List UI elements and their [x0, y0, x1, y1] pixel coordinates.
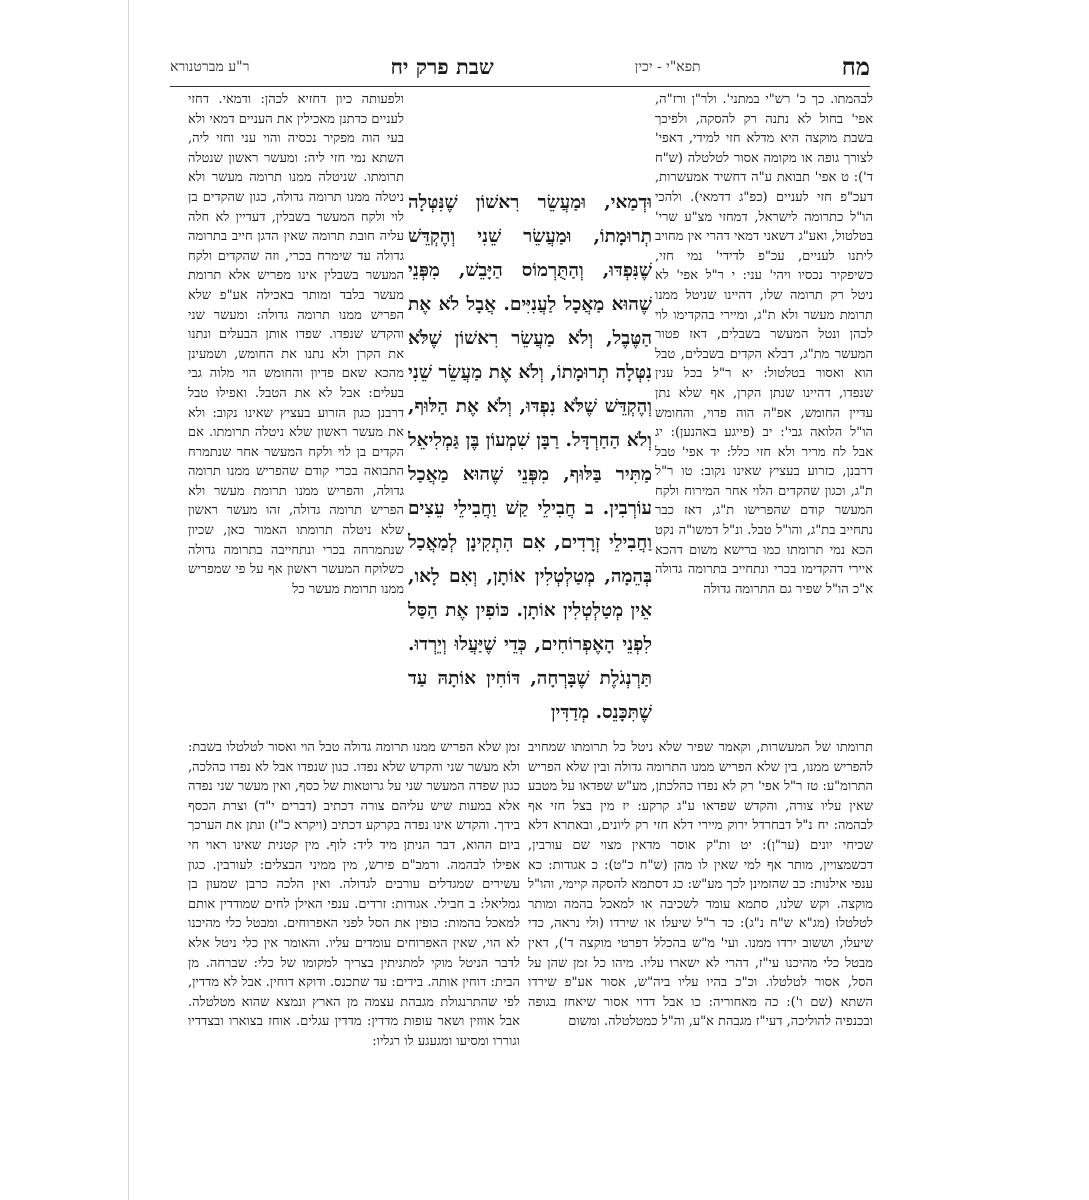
commentary-label-right: ר"ע מברטנורא — [170, 58, 250, 75]
page-header — [170, 50, 870, 84]
mishnah-text: וּדְמַאי, וּמַעֲשֵׂר רִאשׁוֹן שֶׁנִּטְּלָה תְרוּמָתוֹ, וּמַעֲשֵׂר שֵׁנִי וְהֶקְדֵּשׁ שֶׁנִּפְדּוּ, וְהַתֻּרְמוֹס הַיָּבֵשׁ, מִפְּנֵי שֶׁהוּא מַאֲכָל לַעֲנִיִּים. אֲבָל לֹא אֶת הַטֶּבֶל, וְלֹא מַעֲשֵׂר רִאשׁוֹן שֶׁלֹּא נִטְּלָה תְרוּמָתוֹ, וְלֹא אֶת מַעֲשֵׂר שֵׁנִי וְהֶקְדֵּשׁ שֶׁלֹּא נִפְדּוּ, וְלֹא אֶת הַלּוּף, וְלֹא הַחַרְדָּל. רַבָּן שִׁמְעוֹן בֶּן גַּמְלִיאֵל מַתִּיר בַּלּוּף, מִפְּנֵי שֶׁהוּא מַאֲכַל עוֹרְבִין. ב חֲבִילֵי קַשׁ וַחֲבִילֵי עֵצִים וַחֲבִילֵי זְרָדִים, אִם הִתְקִינָן לְמַאֲכַל בְּהֵמָה, מְטַלְטְלִין אוֹתָן, וְאִם לָאו, אֵין מְטַלְטְלִין אוֹתָן. כּוֹפִין אֶת הַסַּל לִפְנֵי הָאֶפְרוֹחִים, כְּדֵי שֶׁיַּעֲלוּ וְיֵרְדוּ. תַּרְנְגֹלֶת שֶׁבָּרְחָה, דּוֹחִין אוֹתָהּ עַד שֶׁתִּכָּנֵס. מְדַדִּין — [408, 192, 652, 723]
page-number: מח — [841, 52, 870, 81]
mishnah-text-block — [408, 186, 652, 731]
commentary-bottom-right — [528, 738, 873, 1138]
commentary-label-left: תפא"י - יכין — [634, 58, 701, 75]
commentary-text-right: לבהמתו. כך כ' רש"י במתני'. ולר"ן ורז"ה, אפי' בחול לא נתנה רק להסקה, ולפיכך בשבת מוקצה היא מדלא חזי למידי, דאפי' לצורך גופה או מקומה אסור לטלטלה (ש"ח ד'): ט אפי' תבואת ע"ה דחשיד אמעשרות, דעכ"פ חזי לעניים (כפ"ג דדמאי). ולהכי הו"ל כתרומה לישראל, דמחזי מצ"ע שרי' בטלטול, ואע"ג דשאני דמאי דהרי אין מחויב ליתנו לעניים, עכ"פ לדידי' נמי חזי, כשיפקיר נכסיו ויהי' עני: י ר"ל אפי' לא ניטל רק תרומה שלו, דהיינו שניטל ממנו תרומת מעשר ולא ת"ג, ומיירי בהקדימו לוי לכהן ונטל המעשר בשבלים, דאז פטור המעשר מת"ג, דבלא הקדים בשבלים, טבל הוא ואסור בטלטול: יא ר"ל בכל ענין שנפדו, דהיינו שנתן הקרן, אף שלא נתן עדיין החומש, אפ"ה הוה פדוי, והחומש הו"ל הלואה גבי': יב (פייגע באהנען): יג אבל לח מריר ולא חזי כלל: יד אפי' טבל דרבנן, כזרוע בעציץ שאינו נקוב: טו ר"ל ת"ג, וכגון שהקדים הלוי אחר המירוח ולקח המעשר קודם שהפרישו ת"ג, דאז כבר נתחייב בת"ג, והו"ל טבל. ונ"ל דמשו"ה נקט הכא נמי תרומתו כמו ברישא משום דהכא איירי דהקדימו בכרי ונתחייב בתרומה גדולה א"כ הו"ל שפיר גם התרומה גדולה — [655, 92, 873, 597]
commentary-column-left — [188, 90, 404, 730]
chapter-title: שבת פרק יח — [390, 54, 494, 79]
header-rule — [170, 86, 870, 87]
commentary-text-left: ולפעותה כיון דחזיא לכהן: ודמאי. דחזי לעניים כדתנן מאכילין את העניים דמאי ולא בעי הוה מפקיר נכסיה והוי עני וחזי ליה, השתא נמי חזי ליה: ומעשר ראשון שנטלה תרומתו. שניטלה ממנו תרומה מעשר ולא ניטלה ממנו תרומה גדולה, כגון שהקדים בן לוי ולקח המעשר בשבלין, דעדיין לא חלה עליה חובת תרומה שאין הדגן חייב בתרומה גדולה עד שימרח בכרי, וזה שהקדים ולקח המעשר בשבלין אינו מפריש אלא תרומת מעשר בלבד ומותר באכילה אע"פ שלא הפריש ממנו תרומה גדולה: ומעשר שני והקדש שנפדו. שפדו אותן הבעלים ונתנו את הקרן ולא נתנו את החומש, ושמעינן מהכא שאם פדיון והחומש הוי מלוה גבי בעלים: אבל לא את הטבל. ואפילו טבל דרבנן כגון הזרוע בעציץ שאינו נקוב: ולא את מעשר ראשון שלא ניטלה תרומתו. אם הקדים בן לוי ולקח המעשר אחר שנתמרח התבואה בכרי קודם שהפריש ממנו תרומה גדולה, והפריש ממנו תרומת מעשר ולא הפריש תרומה גדולה, זהו מעשר ראשון שלא ניטלה תרומתו האמור כאן, שכיון שנתמרחה בכרי ונתחייבה בתרומה גדולה כשלוקח המעשר ראשון אף על פי שמפריש ממנו תרומת מעשר כל — [188, 92, 404, 597]
commentary-bottom-left — [188, 738, 520, 1138]
commentary-column-right — [655, 90, 873, 730]
commentary-text-bottom-left: זמן שלא הפריש ממנו תרומה גדולה טבל הוי ואסור לטלטלו בשבת: ולא מעשר שני והקדש שלא נפדו. כגון שנפדו אבל לא נפדו כהלכה, כגון שפדה המעשר שני על גרוטאות של כסף, ואין מעשר שני נפדה אלא במעות שיש עליהם צורה דכתיב (דברים י"ד) וצרת הכסף בידך. והקדש אינו נפדה בקרקע דכתיב (ויקרא כ"ז) ונתן את הערכך ביום ההוא, דבר הניתן מיד ליד: לוף. מין קטנית שאינו ראוי חי אפילו לבהמה. ורמב"ם פירש, מין ממיני הבצלים: לעורבין. כגון עשירים שמגדלים עורבים לגדולה. ואין הלכה כרבן שמעון בן גמליאל: ב חבילי. אגודות: זרדים. ענפי האילן לחים שמודדין אותם למאכל בהמות: כופין את הסל לפני האפרוחים. ומבטל כלי מהיכנו לא הוי, שאין האפרוחים עומדים עליו. והאומר אין כלי ניטל אלא לדבר הניטל מוקי למתניתין בצריך למקומו של כלי: שברחה. מן הבית: דוחין אותה. בידים: עד שתכנס. ודוקא דוחין. אבל לא מדדין, לפי שהתרנגולת מגבהת עצמה מן הארץ ונמצא שהוא מטלטלה. אבל אווזין ושאר עופות מדדין: מדדין עגלים. אוחז בצוארו ובצדדיו וגוררו ומסיעו ומגעגע לו רגליו: — [188, 740, 520, 1049]
commentary-text-bottom-right: תרומתו של המעשרות, וקאמר שפיר שלא ניטל כל תרומתו שמחויב להפריש ממנו, בין שלא הפריש ממנו התרומה גדולה ובין שלא הפריש התרומ"ע: טז ר"ל אפי' רק לא נפדו כהלכתן, מע"ש שפדאו על מטבע שאין עליו צורה, והקדש שפדאו ע"ג קרקע: יז מין בצל חזי אף לבהמה: יח נ"ל דבחרדל ירוק מיירי דלא חזי רק ליונים, ובאתרא דלא שכיחי יונים (ער"ן): יט ות"ק אוסר מדאין מצוי שם עורבין, דכשמצויין, מותר אף למי שאין לו מהן (ש"ח כ"ט): כ אגודות: כא ענפי אילנות: כב שהזמינן לכך מע"ש: כג דסתמא להסקה קיימי, והו"ל מוקצה. וקש שלנו, סתמא עומד לשכיבה או למאכל בהמה ומותר לטלטלו (מג"א ש"ח נ"ג): כד ר"ל שיעלו או שירדו (ולי נראה, כדי שיעלו, וששוב ירדו ממנו. ועי' מ"ש בהכלל דפרטי מוקצה ד'), דאין מבטל כלי מהיכנו עי"ז, דהרי לא ישארו עליו. מיהו כל זמן שהן על הסל, אסור לטלטלו. וכ"כ בהיו עליו ביה"ש, אסור אע"פ שירדו השתא (שם ו'): כה מאחוריה: כו אבל דדוי אסור שיאחז בגופה ובכנפיה להוליכה, דעי"ז מגבהת א"ע, וה"ל כמטלטלה. ומשום — [528, 740, 873, 1030]
